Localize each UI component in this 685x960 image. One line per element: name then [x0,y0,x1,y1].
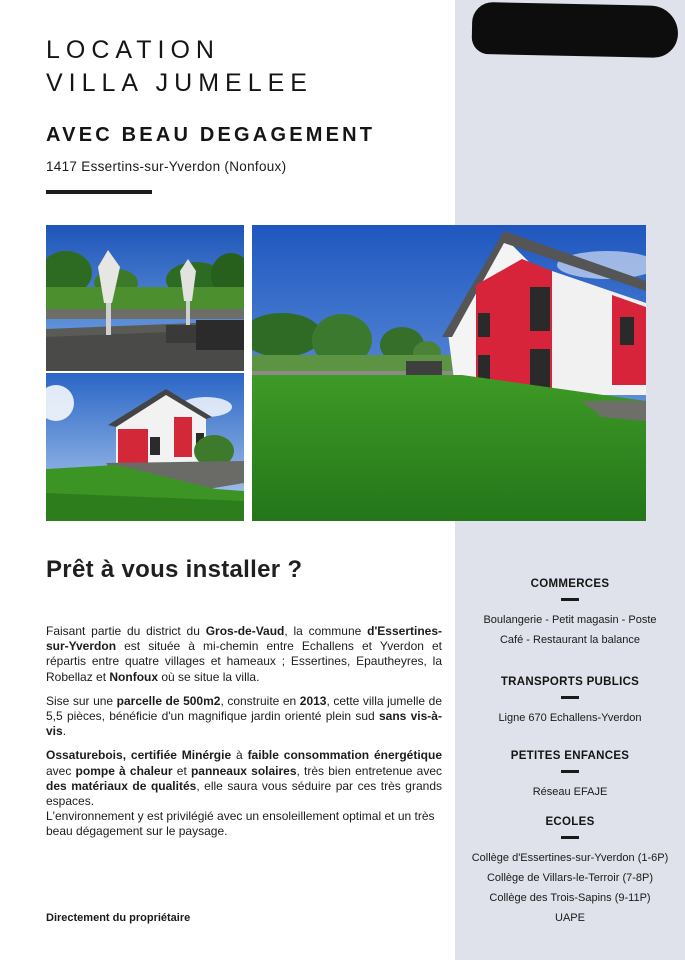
page-subtitle: AVEC BEAU DEGAGEMENT [46,124,376,146]
commerces-title: COMMERCES [530,578,610,590]
title-line-1: LOCATION [46,36,220,64]
section-divider [561,770,579,773]
section-enfances [455,750,685,802]
page-title [46,34,313,100]
photo-house-main [252,225,646,521]
paragraph-property: Sise sur une parcelle de 500m2, construite en 2013, cette villa jumelle de 5,5 pièces, bénéficie d'un magnifique jardin orienté plein sud sans vis-à-vis. [46,693,442,739]
description-text [46,624,442,849]
transports-title: TRANSPORTS PUBLICS [500,676,640,688]
title-line-2: VILLA JUMELEE [46,69,313,97]
list-item: Collège de Villars-le-Terroir (7-8P) [486,872,654,884]
address: 1417 Essertins-sur-Yverdon (Nonfoux) [46,159,287,174]
footer-note: Directement du propriétaire [46,912,191,924]
section-heading: Prêt à vous installer ? [46,556,303,583]
title-underline [46,190,152,194]
section-divider [561,836,579,839]
list-item: Collège d'Essertines-sur-Yverdon (1-6P) [471,852,669,864]
section-divider [561,598,579,601]
list-item: UAPE [555,912,585,924]
ecoles-title: ECOLES [545,816,595,828]
paragraph-construction: Ossaturebois, certifiée Minérgie à faible consommation énergétique avec pompe à chaleur et panneaux solaires, très bien entretenue avec des matériaux de qualités, elle saura vous séduire par ces très grands espaces. [46,748,443,809]
photo-terrace [46,225,244,371]
photo-garden [46,373,244,521]
redacted-contact [471,2,678,58]
paragraph-environment: L'environnement y est privilégié avec un ensoleillement optimal et un très beau dégagement sur le paysage. [46,809,435,839]
section-transports [455,676,685,728]
enfances-title: PETITES ENFANCES [510,750,630,762]
section-divider [561,696,579,699]
section-commerces [455,578,685,650]
list-item: Boulangerie - Petit magasin - Poste [483,614,657,626]
list-item: Ligne 670 Echallens-Yverdon [498,712,642,724]
paragraph-location: Faisant partie du district du Gros-de-Vaud, la commune d'Essertines- sur-Yverdon est située à mi-chemin entre Echallens et Yverdon et répartis entre quatre villages et hameaux ; Essertines, Epautheyres, la Robellaz et Nonfoux où se situe la villa. [46,624,442,684]
list-item: Collège des Trois-Sapins (9-11P) [489,892,651,904]
list-item: Réseau EFAJE [532,786,608,798]
section-ecoles [455,816,685,928]
list-item: Café - Restaurant la balance [499,634,641,646]
